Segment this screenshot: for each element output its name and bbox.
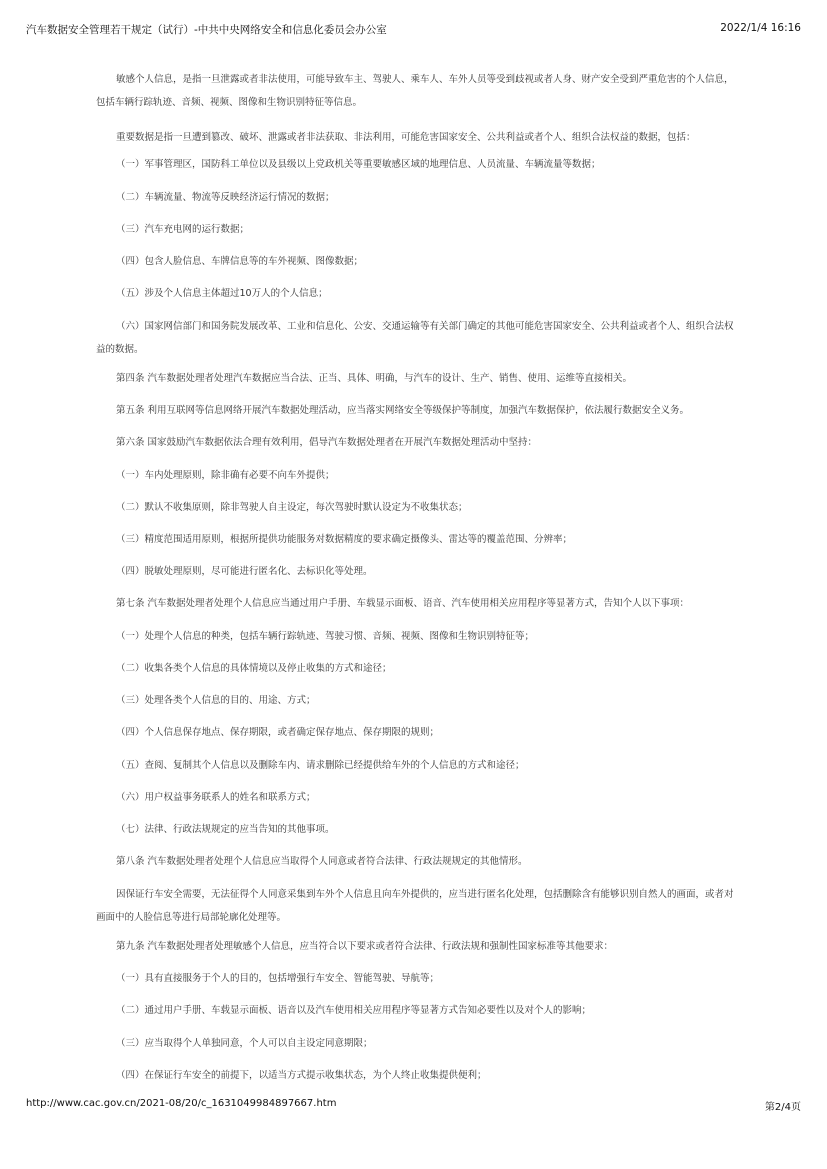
list-item-article-7-3: （三）处理各类个人信息的目的、用途、方式； (116, 695, 316, 706)
list-item-article-9-4: （四）在保证行车安全的前提下，以适当方式提示收集状态，为个人终止收集提供便利； (116, 1070, 487, 1081)
print-footer (26, 1098, 801, 1114)
article-8: 第八条 汽车数据处理者处理个人信息应当取得个人同意或者符合法律、行政法规规定的其他情形。 (116, 856, 528, 867)
paragraph-sensitive-info-definition: 敏感个人信息，是指一旦泄露或者非法使用，可能导致车主、驾驶人、乘车人、车外人员等受到歧视或者人身、财产安全受到严重危害的个人信息，包括车辆行踪轨迹、音频、视频、图像和生物识别特征等信息。 (96, 74, 734, 108)
article-9: 第九条 汽车数据处理者处理敏感个人信息，应当符合以下要求或者符合法律、行政法规和强制性国家标准等其他要求： (116, 941, 614, 952)
list-item-article-6-1: （一）车内处理原则，除非确有必要不向车外提供； (116, 470, 335, 481)
list-item-important-data-6: （六）国家网信部门和国务院发展改革、工业和信息化、公安、交通运输等有关部门确定的其他可能危害国家安全、公共利益或者个人、组织合法权益的数据。 (96, 321, 734, 355)
list-item-important-data-2: （二）车辆流量、物流等反映经济运行情况的数据； (116, 192, 335, 203)
list-item-article-6-3: （三）精度范围适用原则，根据所提供功能服务对数据精度的要求确定摄像头、雷达等的覆盖范围、分辨率； (116, 534, 573, 545)
list-item-important-data-4: （四）包含人脸信息、车牌信息等的车外视频、图像数据； (116, 256, 364, 267)
list-item-article-7-2: （二）收集各类个人信息的具体情境以及停止收集的方式和途径； (116, 663, 392, 674)
article-7: 第七条 汽车数据处理者处理个人信息应当通过用户手册、车载显示面板、语音、汽车使用相关应用程序等显著方式，告知个人以下事项： (116, 598, 690, 609)
article-6: 第六条 国家鼓励汽车数据依法合理有效利用，倡导汽车数据处理者在开展汽车数据处理活动中坚持： (116, 437, 538, 448)
page-url: http://www.cac.gov.cn/2021-08/20/c_1631049984897667.htm (26, 1098, 337, 1109)
list-item-article-7-5: （五）查阅、复制其个人信息以及删除车内、请求删除已经提供给车外的个人信息的方式和途径； (116, 760, 525, 771)
list-item-important-data-3: （三）汽车充电网的运行数据； (116, 224, 250, 235)
list-item-article-7-4: （四）个人信息保存地点、保存期限，或者确定保存地点、保存期限的规则； (116, 727, 440, 738)
list-item-article-7-6: （六）用户权益事务联系人的姓名和联系方式； (116, 792, 316, 803)
list-item-important-data-1: （一）军事管理区，国防科工单位以及县级以上党政机关等重要敏感区域的地理信息、人员流量、车辆流量等数据； (116, 159, 601, 170)
print-header (26, 22, 801, 38)
list-item-important-data-5: （五）涉及个人信息主体超过10万人的个人信息； (116, 288, 328, 299)
list-item-article-9-1: （一）具有直接服务于个人的目的，包括增强行车安全、智能驾驶、导航等； (116, 973, 440, 984)
document-title: 汽车数据安全管理若干规定（试行）-中共中央网络安全和信息化委员会办公室 (26, 24, 387, 36)
list-item-article-6-4: （四）脱敏处理原则，尽可能进行匿名化、去标识化等处理。 (116, 566, 373, 577)
list-item-article-6-2: （二）默认不收集原则，除非驾驶人自主设定，每次驾驶时默认设定为不收集状态； (116, 502, 468, 513)
paragraph-article-8-anonymization: 因保证行车安全需要，无法征得个人同意采集到车外个人信息且向车外提供的，应当进行匿名化处理，包括删除含有能够识别自然人的画面，或者对画面中的人脸信息等进行局部轮廓化处理等。 (96, 889, 734, 923)
list-item-article-7-7: （七）法律、行政法规规定的应当告知的其他事项。 (116, 824, 335, 835)
print-datetime: 2022/1/4 16:16 (720, 22, 801, 34)
paragraph-important-data-definition: 重要数据是指一旦遭到篡改、破坏、泄露或者非法获取、非法利用，可能危害国家安全、公共利益或者个人、组织合法权益的数据，包括： (116, 132, 696, 143)
article-4: 第四条 汽车数据处理者处理汽车数据应当合法、正当、具体、明确，与汽车的设计、生产、销售、使用、运维等直接相关。 (116, 373, 633, 384)
page-number: 第2/4页 (764, 1102, 801, 1113)
list-item-article-7-1: （一）处理个人信息的种类，包括车辆行踪轨迹、驾驶习惯、音频、视频、图像和生物识别特征等； (116, 631, 535, 642)
list-item-article-9-3: （三）应当取得个人单独同意，个人可以自主设定同意期限； (116, 1038, 373, 1049)
article-5: 第五条 利用互联网等信息网络开展汽车数据处理活动，应当落实网络安全等级保护等制度，加强汽车数据保护，依法履行数据安全义务。 (116, 405, 690, 416)
list-item-article-9-2: （二）通过用户手册、车载显示面板、语音以及汽车使用相关应用程序等显著方式告知必要性以及对个人的影响； (116, 1005, 592, 1016)
